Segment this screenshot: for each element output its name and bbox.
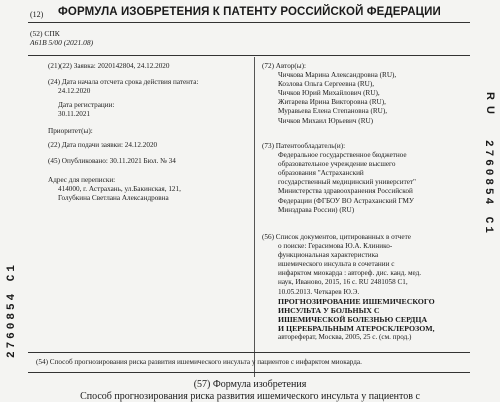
reference-line: автореферат, Москва, 2005, 25 с. (см. прод.) xyxy=(278,333,412,342)
references-label: (56) Список документов, цитированных в отчете xyxy=(262,233,411,241)
reference-line: инфарктом миокарда : автореф. дис. канд. мед. xyxy=(278,269,422,278)
reference-line: ишемического инсульта в сочетании с xyxy=(278,260,395,269)
correspondence-line: 414000, г. Астрахань, ул.Бакинская, 121, xyxy=(58,185,181,194)
start-date-block xyxy=(48,78,198,96)
author-line: Житарева Ирина Викторовна (RU), xyxy=(278,98,386,107)
formula-divider xyxy=(28,372,470,373)
document-title: ФОРМУЛА ИЗОБРЕТЕНИЯ К ПАТЕНТУ РОССИЙСКОЙ ФЕДЕРАЦИИ xyxy=(58,6,441,18)
reference-title-line: ПРОГНОЗИРОВАНИЕ ИШЕМИЧЕСКОГО xyxy=(278,296,435,306)
owner-label: (73) Патентообладатель(и): xyxy=(262,142,346,150)
registration-block xyxy=(58,101,114,119)
author-line: Муравьева Елена Степановна (RU), xyxy=(278,107,388,116)
owner-line: образования "Астраханский xyxy=(278,169,364,178)
start-date-value: 24.12.2020 xyxy=(58,87,91,96)
column-divider xyxy=(254,57,255,377)
published-line: (45) Опубликовано: 30.11.2021 Бюл. № 34 xyxy=(48,157,176,165)
correspondence-label: Адрес для переписки: xyxy=(48,176,116,184)
references-block xyxy=(262,233,435,342)
correspondence-block xyxy=(48,176,181,203)
owner-line: образовательное учреждение высшего xyxy=(278,160,396,169)
owner-line: Федерации (ФГБОУ ВО Астраханский ГМУ xyxy=(278,196,414,205)
formula-text: Способ прогнозирования риска развития ишемического инсульта у пациентов с xyxy=(80,391,420,402)
registration-value: 30.11.2021 xyxy=(58,110,91,119)
correspondence-line: Голубкина Светлана Александровна xyxy=(58,194,169,203)
invention-title: (54) Способ прогнозирования риска развития ишемического инсульта у пациентов с инфарктом миокарда. xyxy=(36,358,362,366)
application-field: (21)(22) Заявка: 2020142804, 24.12.2020 xyxy=(48,62,170,70)
reference-title-line: ИНСУЛЬТА У БОЛЬНЫХ С xyxy=(278,305,380,315)
owner-line: государственный медицинский университет" xyxy=(278,178,416,187)
reference-title-line: И ЦЕРЕБРАЛЬНЫМ АТЕРОСКЛЕРОЗОМ, xyxy=(278,323,435,333)
owner-line: Министерства здравоохранения Российской xyxy=(278,187,413,196)
author-line: Козлова Ольга Сергеевна (RU), xyxy=(278,80,375,89)
classification-code: A61B 5/00 (2021.08) xyxy=(30,38,94,47)
authors-label: (72) Автор(ы): xyxy=(262,62,307,70)
owner-block xyxy=(262,142,416,215)
author-line: Чичков Юрий Михайлович (RU), xyxy=(278,89,380,98)
patent-number-right: 2760854 C1 xyxy=(482,140,494,237)
priority-label: Приоритет(ы): xyxy=(48,127,93,135)
formula-heading: (57) Формула изобретения xyxy=(193,379,307,390)
author-line: Чичкова Марина Александровна (RU), xyxy=(278,71,397,80)
reference-line: 10.05.2013. Четкарев Ю.Э. xyxy=(278,287,360,296)
bottom-divider xyxy=(28,352,470,353)
reference-line: функциональная характеристика xyxy=(278,251,379,260)
classification-label: (52) СПК xyxy=(30,29,60,38)
start-date-label: (24) Дата начала отсчета срока действия патента: xyxy=(48,78,199,86)
section-divider xyxy=(28,55,470,56)
owner-line: Минздрава России) (RU) xyxy=(278,205,355,214)
patent-number-left: 2760854 C1 xyxy=(6,262,18,359)
author-line: Чичков Михаил Юрьевич (RU) xyxy=(278,116,374,125)
priority-line: (22) Дата подачи заявки: 24.12.2020 xyxy=(48,141,158,149)
reference-line: наук, Иваново, 2015, 16 с. RU 2481058 C1, xyxy=(278,278,408,287)
header-number: (12) xyxy=(30,10,44,19)
country-code-right: RU xyxy=(484,92,496,120)
owner-line: Федеральное государственное бюджетное xyxy=(278,151,407,160)
authors-block xyxy=(262,62,396,126)
registration-label: Дата регистрации: xyxy=(58,101,115,109)
header-divider xyxy=(28,22,470,23)
reference-title-line: ИШЕМИЧЕСКОЙ БОЛЕЗНЬЮ СЕРДЦА xyxy=(278,314,428,324)
reference-line: о поиске: Герасимова Ю.А. Клинико- xyxy=(278,242,393,251)
